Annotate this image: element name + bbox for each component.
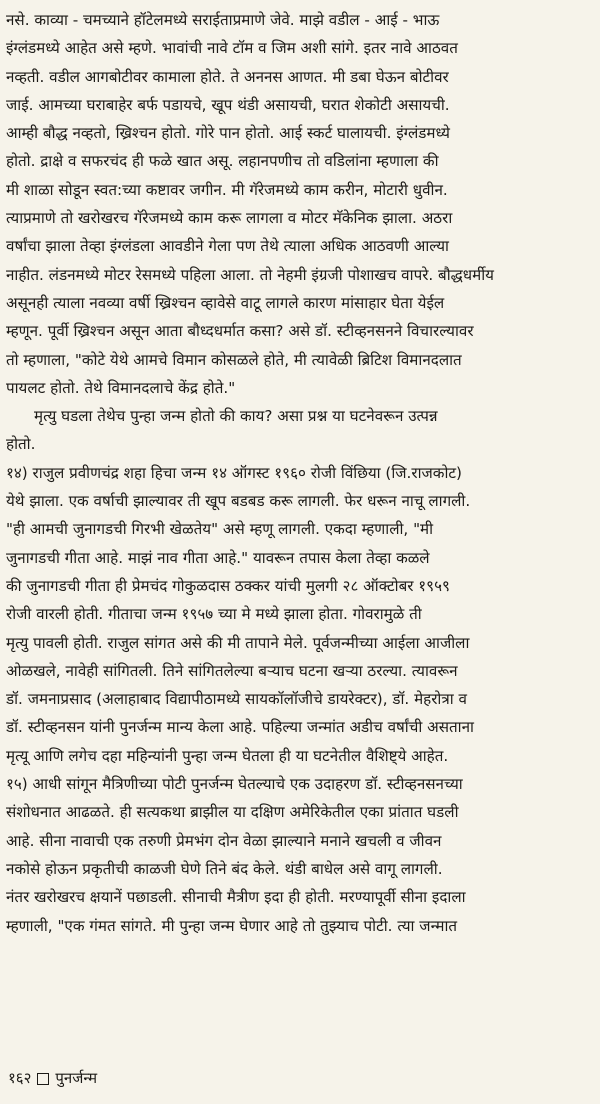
page-footer (8, 1068, 97, 1088)
text-line: म्हणून. पूर्वी ख्रिश्चन असून आता बौध्दधर्मात कसा? असे डॉ. स्टीव्हनसनने विचारल्यावर (6, 322, 474, 341)
text-line: तो म्हणाला, "कोटे येथे आमचे विमान कोसळले होते, मी त्यावेळी ब्रिटिश विमानदलात (6, 350, 462, 369)
page-body (6, 6, 594, 940)
text-line: इंग्लंडमध्ये आहेत असे म्हणे. भावांची नावे टॉम व जिम अशी सांगे. इतर नावे आठवत (6, 39, 458, 58)
book-title: पुनर्जन्म (55, 1069, 98, 1087)
text-line: मी शाळा सोडून स्वत:च्या कष्टावर जगीन. मी गॅरेजमध्ये काम करीन, मोटारी धुवीन. (6, 180, 448, 199)
text-line: त्याप्रमाणे तो खरोखरच गॅरेजमध्ये काम करू लागला व मोटर मॅकेनिक झाला. अठरा (6, 209, 453, 228)
text-line: ओळखले, नावेही सांगितली. तिने सांगितलेल्या बऱ्याच घटना खऱ्या ठरल्या. त्यावरून (6, 661, 458, 680)
item-14-first-line: १४) राजुल प्रवीणचंद्र शहा हिचा जन्म १४ ऑगस्ट १९६० रोजी विंछिया (जि.राजकोट) (6, 463, 462, 482)
text-line: नसे. काव्या - चमच्याने हॉटेलमध्ये सराईताप्रमाणे जेवे. माझे वडील - आई - भाऊ (6, 11, 440, 29)
text-line: की जुनागडची गीता ही प्रेमचंद गोकुळदास ठक्कर यांची मुलगी २८ ऑक्टोबर १९५९ (6, 576, 450, 595)
text-line: म्हणाली, "एक गंमत सांगते. मी पुन्हा जन्म घेणार आहे तो तुझ्याच पोटी. त्या जन्मात (6, 916, 458, 935)
page-number: १६२ (8, 1069, 32, 1087)
text-line: होतो. द्राक्षे व सफरचंद ही फळे खात असू. लहानपणीच तो वडिलांना म्हणाला की (6, 152, 439, 171)
text-line: येथे झाला. एक वर्षाची झाल्यावर ती खूप बडबड करू लागली. फेर धरून नाचू लागली. (6, 492, 471, 511)
text-line: नंतर खरोखरच क्षयानें पछाडली. सीनाची मैत्रीण इदा ही होती. मरण्यापूर्वी सीना इदाला (6, 888, 466, 907)
text-line: डॉ. जमनाप्रसाद (अलाहाबाद विद्यापीठामध्ये सायकॉलॉजीचे डायरेक्टर), डॉ. मेहरोत्रा व (6, 690, 467, 709)
text-line: असूनही त्याला नवव्या वर्षी ख्रिश्चन व्हावेसे वाटू लागले कारण मांसाहार घेता येईल (6, 293, 445, 312)
text-line: जुनागडची गीता आहे. माझं नाव गीता आहे." यावरून तपास केला तेव्हा कळले (6, 548, 430, 567)
text-line: संशोधनात आढळते. ही सत्यकथा ब्राझील या दक्षिण अमेरिकेतील एका प्रांतात घडली (6, 803, 459, 822)
text-line: नव्हती. वडील आगबोटीवर कामाला होते. ते अननस आणत. मी डबा घेऊन बोटीवर (6, 67, 449, 86)
text-line: मृत्यू आणि लगेच दहा महिन्यांनी पुन्हा जन्म घेतला ही या घटनेतील वैशिष्ट्ये आहेत. (6, 746, 449, 765)
square-divider-icon (37, 1073, 49, 1085)
text-line: होतो. (6, 435, 36, 454)
text-line: रोजी वारली होती. गीताचा जन्म १९५७ च्या मे मध्ये झाला होता. गोवरामुळे ती (6, 605, 422, 624)
text-line: डॉ. स्टीव्हनसन यांनी पुनर्जन्म मान्य केला आहे. पहिल्या जन्मांत अडीच वर्षांची असताना (6, 718, 474, 737)
item-15-first-line: १५) आधी सांगून मैत्रिणीच्या पोटी पुनर्जन्म घेतल्याचे एक उदाहरण डॉ. स्टीव्हनसनच्या (6, 775, 463, 794)
text-line: नाहीत. लंडनमध्ये मोटर रेसमध्ये पहिला आला. तो नेहमी इंग्रजी पोशाखच वापरे. बौद्धधर्मीय (6, 265, 494, 284)
text-line: पायलट होतो. तेथे विमानदलाचे केंद्र होते." (6, 378, 236, 397)
text-line: जाई. आमच्या घराबाहेर बर्फ पडायचे, खूप थंडी असायची, घरात शेकोटी असायची. (6, 95, 450, 114)
text-line: आम्ही बौद्ध नव्हतो, ख्रिश्चन होतो. गोरे पान होतो. आई स्कर्ट घालायची. इंग्लंडमध्ये (6, 124, 450, 143)
text-line: वर्षांचा झाला तेव्हा इंग्लंडला आवडीने गेला पण तेथे त्याला अधिक आठवणी आल्या (6, 237, 449, 256)
text-line: मृत्यु पावली होती. राजुल सांगत असे की मी तापाने मेले. पूर्वजन्मीच्या आईला आजीला (6, 633, 470, 652)
paragraph-first-line: मृत्यु घडला तेथेच पुन्हा जन्म होतो की काय? असा प्रश्न या घटनेवरून उत्पन्न (34, 407, 438, 426)
text-line: नकोसे होऊन प्रकृतीची काळजी घेणे तिने बंद केले. थंडी बाधेल असे वागू लागली. (6, 859, 443, 878)
text-line: "ही आमची जुनागडची गिरभी खेळतेय" असे म्हणू लागली. एकदा म्हणाली, "मी (6, 520, 434, 539)
text-line: आहे. सीना नावाची एक तरुणी प्रेमभंग दोन वेळा झाल्याने मनाने खचली व जीवन (6, 831, 442, 850)
